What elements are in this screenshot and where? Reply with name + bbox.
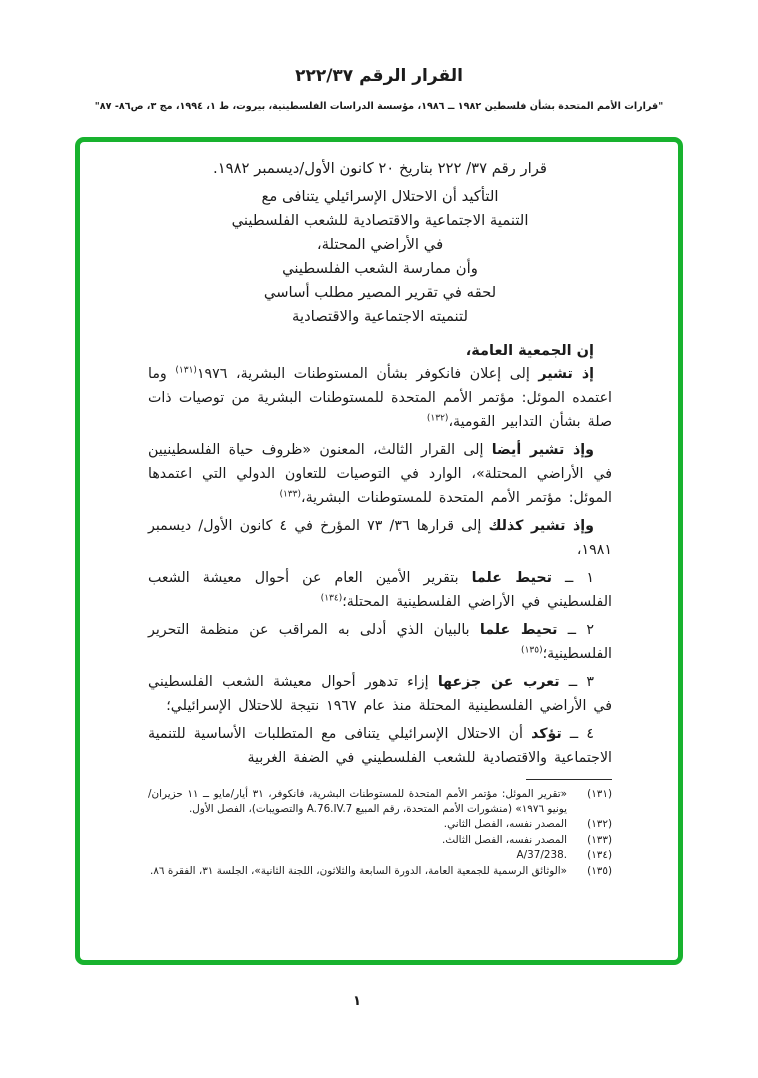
footnote-text: المصدر نفسه، الفصل الثاني. [443, 818, 567, 831]
paragraph-lead: تحيط علما [471, 570, 552, 586]
footnote-134 [148, 848, 612, 863]
paragraph-lead: تؤكد [531, 726, 562, 742]
paragraph-text: إلى القرار الثالث، المعنون «ظروف حياة الفلسطينيين في الأراضي المحتلة»، الوارد في التوصيات للتعاون الدولي التي اعتمدها الموئل: مؤتمر الأمم المتحدة للمستوطنات البشرية، [148, 442, 612, 506]
paragraph-lead: تعرب عن جزعها [437, 674, 560, 690]
operative-item-1 [148, 566, 612, 614]
title-line-1: التأكيد أن الاحتلال الإسرائيلي يتنافى مع [261, 188, 499, 205]
item-number: ٣ ــ [559, 674, 594, 690]
footnote-text: A/37/238.‎ [516, 849, 567, 862]
footnote-ref-132: (١٣٢) [426, 413, 449, 424]
page-title: القرار الرقم ٣٧‏/٢٢٢ [295, 66, 463, 86]
item-number: ٢ ــ [557, 622, 595, 638]
footnote-number: (١٣٥) [587, 864, 612, 877]
footnote-number: (١٣١) [587, 788, 612, 800]
paragraph-lead: وإذ تشير أيضا [491, 442, 594, 458]
title-line-4: وأن ممارسة الشعب الفلسطيني [282, 260, 478, 277]
preamble-paragraph-1 [148, 362, 612, 434]
preamble-paragraph-3 [148, 514, 612, 562]
footnote-135 [148, 864, 612, 879]
operative-item-3 [148, 670, 612, 718]
preamble-paragraph-2 [148, 438, 612, 510]
footnote-132 [148, 817, 612, 832]
operative-item-2 [148, 618, 612, 666]
footnotes-block [148, 787, 612, 879]
footnote-ref-134: (١٣٤) [320, 593, 343, 604]
resolution-title-block [148, 185, 612, 329]
title-line-3: في الأراضي المحتلة، [316, 236, 444, 253]
title-line-2: التنمية الاجتماعية والاقتصادية للشعب الفلسطيني [231, 212, 529, 229]
assembly-intro: إن الجمعية العامة، [465, 343, 594, 359]
footnote-text: «تقرير الموئل: مؤتمر الأمم المتحدة للمستوطنات البشرية، فانكوفر، ٣١ أيار/مايو ــ ١١ حزيران/يونيو ١٩٧٦» (منشورات الأمم المتحدة، رقم المبيع A.76.IV.7 والتصويبات)، الفصل الأول. [148, 788, 567, 815]
footnote-133 [148, 833, 612, 848]
title-line-6: لتنميته الاجتماعية والاقتصادية [292, 308, 468, 325]
paragraph-text: إزاء تدهور أحوال معيشة الشعب الفلسطيني في الأراضي الفلسطينية المحتلة منذ عام ١٩٦٧ نتيجة للاحتلال الإسرائيلي؛ [148, 674, 612, 714]
item-number: ١ ــ [551, 570, 594, 586]
footnote-number: (١٣٢) [587, 818, 612, 831]
footnote-ref-135: (١٣٥) [521, 645, 543, 656]
paragraph-text: أن الاحتلال الإسرائيلي يتنافى مع المتطلبات الأساسية للتنمية الاجتماعية والاقتصادية للشعب الفلسطيني في الضفة الغربية [148, 726, 612, 766]
footnote-ref-133: (١٣٣) [279, 489, 301, 500]
footnote-ref-131: (١٣١) [175, 365, 197, 376]
operative-item-4 [148, 722, 612, 770]
title-line-5: لحقه في تقرير المصير مطلب أساسي [263, 284, 497, 301]
source-citation: "قرارات الأمم المتحدة بشأن فلسطين ١٩٨٢ ــ ١٩٨٦، مؤسسة الدراسات الفلسطينية، بيروت، ط ١، ١٩٩٤، مج ٣، ص٨٦- ٨٧" [94, 101, 664, 112]
paragraph-text: إلى قرارها ٣٦/ ٧٣ المؤرخ في ٤ كانون الأول/ ديسمبر ١٩٨١، [148, 518, 612, 558]
paragraph-lead: تحيط علما [479, 622, 558, 638]
footnote-number: (١٣٣) [587, 833, 612, 846]
resolution-heading: قرار رقم ٣٧/ ٢٢٢ بتاريخ ٢٠ كانون الأول/ديسمبر ١٩٨٢. [213, 160, 547, 177]
footnote-number: (١٣٤) [587, 849, 612, 862]
resolution-frame [75, 137, 683, 965]
paragraph-text: بالبيان الذي أدلى به المراقب عن منظمة التحرير الفلسطينية؛ [148, 622, 612, 662]
footnote-text: «الوثائق الرسمية للجمعية العامة، الدورة السابعة والثلاثون، اللجنة الثانية»، الجلسة ٣١، الفقرة ٨٦. [150, 864, 567, 877]
footnote-131 [148, 787, 612, 816]
paragraph-lead: وإذ تشير كذلك [488, 518, 594, 534]
footnote-text: المصدر نفسه، الفصل الثالث. [441, 833, 567, 846]
paragraph-text: إلى إعلان فانكوفر بشأن المستوطنات البشرية، ١٩٧٦ [196, 366, 539, 382]
paragraph-text: بتقرير الأمين العام عن أحوال معيشة الشعب الفلسطيني في الأراضي الفلسطينية المحتلة؛ [148, 570, 612, 610]
paragraph-lead: إذ تشير [538, 366, 594, 382]
footnote-separator [526, 779, 612, 780]
item-number: ٤ ــ [561, 726, 594, 742]
paragraph-text: وما اعتمده الموئل: مؤتمر الأمم المتحدة للمستوطنات البشرية من توصيات ذات صلة بشأن التدابير القومية، [148, 366, 612, 430]
page-number: ١ [352, 993, 362, 1009]
